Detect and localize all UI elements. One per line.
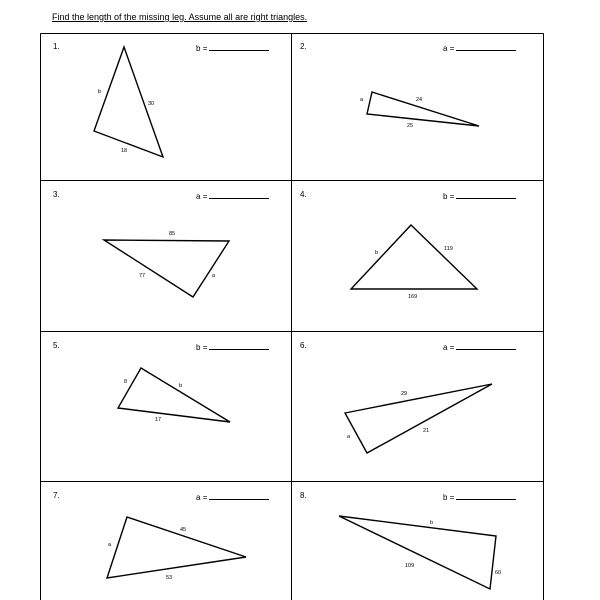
answer-blank[interactable] [209, 492, 269, 500]
problem-number: 1. [53, 42, 60, 51]
triangle-2-label-24: 24 [416, 97, 423, 103]
triangle-1-label-b: b [98, 89, 102, 95]
triangle-2-label-25: 25 [407, 123, 414, 129]
problem-number: 7. [53, 491, 60, 500]
triangle-5-label-17: 17 [155, 417, 162, 423]
triangle-4 [351, 225, 477, 300]
triangle-5-label-b: b [179, 383, 183, 389]
answer-field-5[interactable] [196, 342, 269, 352]
problem-number: 8. [300, 491, 307, 500]
answer-variable: b [443, 493, 448, 502]
answer-equals: = [202, 493, 208, 502]
answer-blank[interactable] [456, 43, 516, 51]
answer-blank[interactable] [209, 191, 269, 199]
triangle-5-label-8: 8 [124, 379, 128, 385]
answer-variable: a [443, 343, 448, 352]
triangle-2 [360, 92, 479, 129]
triangle-7-label-45: 45 [180, 527, 187, 533]
answer-variable: a [196, 192, 201, 201]
answer-field-3[interactable] [196, 191, 269, 201]
answer-blank[interactable] [456, 492, 516, 500]
problem-number: 2. [300, 42, 307, 51]
triangle-8-label-60: 60 [495, 570, 502, 576]
answer-equals: = [202, 343, 208, 352]
problem-number: 3. [53, 190, 60, 199]
answer-equals: = [449, 192, 455, 201]
triangle-7-label-a: a [108, 542, 112, 548]
answer-variable: a [196, 493, 201, 502]
triangle-3-label-a: a [212, 273, 216, 279]
answer-blank[interactable] [209, 43, 269, 51]
worksheet-title: Find the length of the missing leg. Assume all are right triangles. [52, 12, 308, 22]
triangle-6-label-29: 29 [401, 391, 408, 397]
triangle-1-label-18: 18 [121, 148, 128, 154]
answer-variable: a [443, 44, 448, 53]
answer-blank[interactable] [209, 342, 269, 350]
answer-variable: b [196, 44, 201, 53]
answer-equals: = [202, 192, 208, 201]
answer-equals: = [449, 343, 455, 352]
triangle-4-label-119: 119 [444, 246, 453, 252]
triangle-3-label-85: 85 [169, 231, 176, 237]
triangle-5 [118, 368, 230, 423]
answer-field-4[interactable] [443, 191, 516, 201]
answer-field-1[interactable] [196, 43, 269, 53]
answer-equals: = [202, 44, 208, 53]
answer-variable: b [443, 192, 448, 201]
answer-blank[interactable] [456, 191, 516, 199]
triangle-7-label-53: 53 [166, 575, 173, 581]
answer-blank[interactable] [456, 342, 516, 350]
answer-equals: = [449, 44, 455, 53]
triangle-1 [94, 47, 163, 157]
triangle-4-label-169: 169 [408, 294, 418, 300]
problem-number: 6. [300, 341, 307, 350]
problem-number: 4. [300, 190, 307, 199]
triangle-7 [107, 517, 246, 581]
triangle-4-label-b: b [375, 250, 379, 256]
triangle-2-label-a: a [360, 97, 364, 103]
triangle-1-label-30: 30 [148, 101, 155, 107]
answer-equals: = [449, 493, 455, 502]
triangle-6-label-a: a [347, 434, 351, 440]
triangle-3 [104, 231, 229, 297]
triangle-8-label-109: 109 [405, 563, 415, 569]
answer-field-6[interactable] [443, 342, 516, 352]
triangle-3-label-77: 77 [139, 273, 146, 279]
answer-field-2[interactable] [443, 43, 516, 53]
triangle-6-label-21: 21 [423, 428, 430, 434]
triangle-8-label-b: b [430, 520, 434, 526]
answer-variable: b [196, 343, 201, 352]
answer-field-8[interactable] [443, 492, 516, 502]
answer-field-7[interactable] [196, 492, 269, 502]
triangle-6 [345, 384, 492, 453]
problem-number: 5. [53, 341, 60, 350]
triangle-8 [339, 516, 501, 589]
